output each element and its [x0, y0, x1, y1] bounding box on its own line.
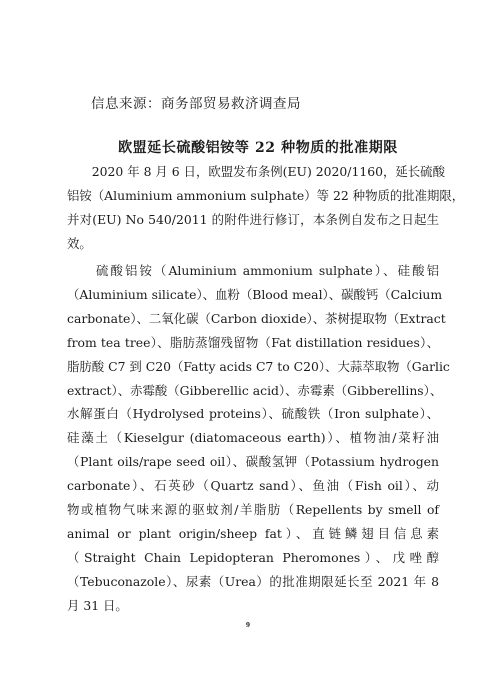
- text-line: 物或植物气味来源的驱蚊剂/羊脂肪（Repellents by smell of: [67, 502, 439, 518]
- page-number: 9: [245, 622, 251, 629]
- text-line: （Straight Chain Lepidopteran Pheromones）、戊唑醇: [67, 549, 439, 565]
- paragraph-2: [67, 259, 450, 618]
- text-line: animal or plant origin/sheep fat）、直链鳞翅目信息素: [67, 525, 439, 541]
- text-line: 并对(EU) No 540/2011 的附件进行修订，本条例自发布之日起生: [67, 211, 439, 227]
- text-line: carbonate）、二氧化碳（Carbon dioxide）、茶树提取物（Extract: [67, 310, 446, 326]
- text-line: （Tebuconazole）、尿素（Urea）的批准期限延长至 2021 年 8: [67, 573, 439, 589]
- document-title: 欧盟延长硫酸铝铵等 22 种物质的批准期限: [118, 140, 398, 156]
- text-line: extract）、赤霉酸（Gibberellic acid）、赤霉素（Gibberellins）、: [67, 382, 443, 398]
- text-line: 脂肪酸 C7 到 C20（Fatty acids C7 to C20）、大蒜萃取物（Garlic: [67, 358, 450, 374]
- source-line: 信息来源：商务部贸易救济调查局: [91, 96, 301, 112]
- text-line: 效。: [67, 235, 92, 251]
- text-line: 月 31 日。: [67, 597, 128, 613]
- text-line: 2020 年 8 月 6 日，欧盟发布条例(EU) 2020/1160，延长硫酸: [67, 164, 445, 179]
- text-line: 硅藻土（Kieselgur (diatomaceous earth)）、植物油/菜籽油: [67, 430, 439, 446]
- text-line: （Aluminium silicate）、血粉（Blood meal）、碳酸钙（Calcium: [67, 286, 443, 302]
- text-line: 水解蛋白（Hydrolysed proteins）、硫酸铁（Iron sulphate）、: [67, 406, 439, 422]
- text-line: （Plant oils/rape seed oil）、碳酸氢钾（Potassium hydrogen: [67, 454, 439, 470]
- text-line: from tea tree）、脂肪蒸馏残留物（Fat distillation residues）、: [67, 334, 439, 350]
- text-line: 硫酸铝铵（Aluminium ammonium sulphate）、硅酸铝: [67, 263, 439, 278]
- text-line: carbonate）、石英砂（Quartz sand）、鱼油（Fish oil）、动: [67, 478, 439, 494]
- text-line: 铝铵（Aluminium ammonium sulphate）等 22 种物质的批准期限，: [67, 187, 465, 203]
- paragraph-1: [67, 160, 465, 256]
